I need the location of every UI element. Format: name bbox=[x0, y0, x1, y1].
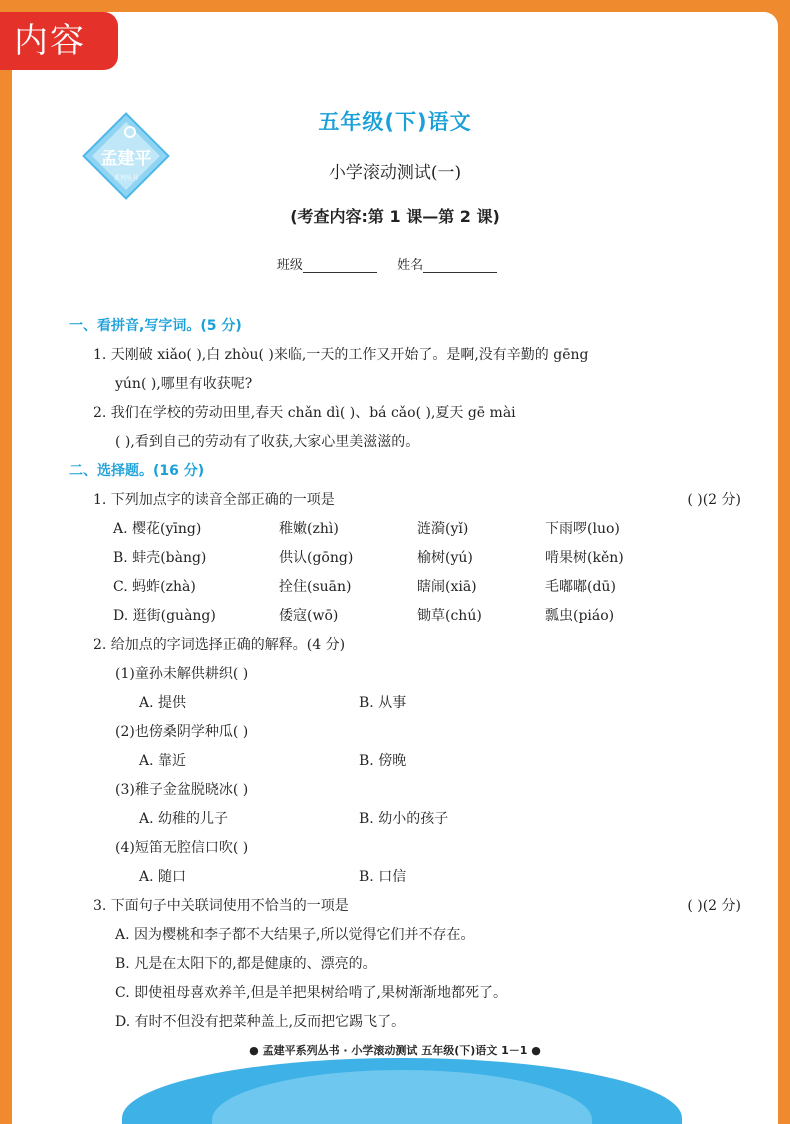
q2-option-b: B. 从事 bbox=[359, 695, 407, 711]
section1-line: yún( ),哪里有收获呢? bbox=[115, 376, 253, 392]
content-tag: 内容 bbox=[0, 12, 118, 70]
student-fields bbox=[12, 254, 778, 273]
name-label: 姓名 bbox=[397, 258, 424, 273]
q2-option-a: A. 提供 bbox=[139, 695, 187, 711]
question-content bbox=[69, 312, 741, 1037]
q1-score: ( )(2 分) bbox=[687, 492, 741, 508]
q1-option-row bbox=[69, 602, 741, 631]
q2-option-a: A. 随口 bbox=[139, 869, 187, 885]
q2-option-a: A. 靠近 bbox=[139, 753, 187, 769]
section1-heading: 一、看拼音,写字词。(5 分) bbox=[69, 318, 242, 334]
q3-stem bbox=[69, 892, 741, 921]
q2-option-b: B. 口信 bbox=[359, 869, 407, 885]
option-cell: B. 蚌壳(bàng) bbox=[113, 550, 207, 566]
option-cell: C. 蚂蚱(zhà) bbox=[113, 579, 196, 595]
name-blank[interactable] bbox=[423, 259, 497, 273]
q2-answer-row bbox=[69, 689, 741, 718]
q3-option: A. 因为樱桃和李子都不大结果子,所以觉得它们并不存在。 bbox=[115, 927, 475, 943]
q1-option-row bbox=[69, 573, 741, 602]
q1-stem-text: 1. 下列加点字的读音全部正确的一项是 bbox=[93, 492, 335, 508]
class-blank[interactable] bbox=[303, 259, 377, 273]
q3-score: ( )(2 分) bbox=[687, 898, 741, 914]
option-cell: 稚嫩(zhì) bbox=[279, 521, 339, 537]
q2-option-a: A. 幼稚的儿子 bbox=[139, 811, 229, 827]
q1-option-row bbox=[69, 515, 741, 544]
option-cell: 拴住(suān) bbox=[279, 579, 352, 595]
section1-line: ( ),看到自己的劳动有了收获,大家心里美滋滋的。 bbox=[115, 434, 420, 450]
logo-sub: 系列丛书 bbox=[113, 175, 139, 182]
option-cell: 啃果树(kěn) bbox=[545, 550, 624, 566]
option-cell: 锄草(chú) bbox=[417, 608, 482, 624]
option-cell: 下雨啰(luo) bbox=[545, 521, 620, 537]
exam-paper bbox=[12, 12, 778, 1124]
test-subtitle: 小学滚动测试(一) bbox=[328, 163, 462, 183]
q2-stem: 2. 给加点的字词选择正确的解释。(4 分) bbox=[93, 637, 346, 653]
option-cell: 瓢虫(piáo) bbox=[545, 608, 615, 624]
q1-option-row bbox=[69, 544, 741, 573]
q1-stem bbox=[69, 486, 741, 515]
q2-item: (2)也傍桑阴学种瓜( ) bbox=[115, 724, 249, 740]
class-label: 班级 bbox=[276, 258, 303, 273]
section1-line: 2. 我们在学校的劳动田里,春天 chǎn dì( )、bá cǎo( ),夏天 gē mài bbox=[93, 405, 516, 421]
q2-option-b: B. 傍晚 bbox=[359, 753, 407, 769]
option-cell: 毛嘟嘟(dū) bbox=[545, 579, 616, 595]
test-scope: (考查内容:第 1 课—第 2 课) bbox=[290, 207, 500, 226]
q2-item: (4)短笛无腔信口吹( ) bbox=[115, 840, 249, 856]
page-footer: ● 孟建平系列丛书 · 小学滚动测试 五年级(下)语文 1－1 ● bbox=[249, 1044, 541, 1057]
option-cell: 倭寇(wō) bbox=[279, 608, 339, 624]
q3-stem-text: 3. 下面句子中关联词使用不恰当的一项是 bbox=[93, 898, 349, 914]
q3-option: D. 有时不但没有把菜种盖上,反而把它踢飞了。 bbox=[115, 1014, 406, 1030]
option-cell: 瞎闹(xiā) bbox=[417, 579, 477, 595]
option-cell: 供认(gōng) bbox=[279, 550, 354, 566]
q2-item: (3)稚子金盆脱晓冰( ) bbox=[115, 782, 249, 798]
q3-option: B. 凡是在太阳下的,都是健康的、漂亮的。 bbox=[115, 956, 377, 972]
option-cell: 榆树(yú) bbox=[417, 550, 473, 566]
section2-heading: 二、选择题。(16 分) bbox=[69, 463, 205, 479]
q2-answer-row bbox=[69, 805, 741, 834]
page-title: 五年级(下)语文 bbox=[318, 110, 472, 134]
q2-answer-row bbox=[69, 747, 741, 776]
q2-item: (1)童孙未解供耕织( ) bbox=[115, 666, 249, 682]
logo-name: 孟建平 bbox=[100, 149, 152, 169]
option-cell: D. 逛街(guàng) bbox=[113, 608, 216, 624]
option-cell: A. 樱花(yīng) bbox=[113, 521, 202, 537]
q3-option: C. 即使祖母喜欢养羊,但是羊把果树给啃了,果树渐渐地都死了。 bbox=[115, 985, 508, 1001]
q2-option-b: B. 幼小的孩子 bbox=[359, 811, 449, 827]
section1-line: 1. 天刚破 xiǎo( ),白 zhòu( )来临,一天的工作又开始了。是啊,没有辛勤的 gēng bbox=[93, 347, 589, 363]
q2-answer-row bbox=[69, 863, 741, 892]
option-cell: 涟漪(yǐ) bbox=[417, 521, 469, 537]
